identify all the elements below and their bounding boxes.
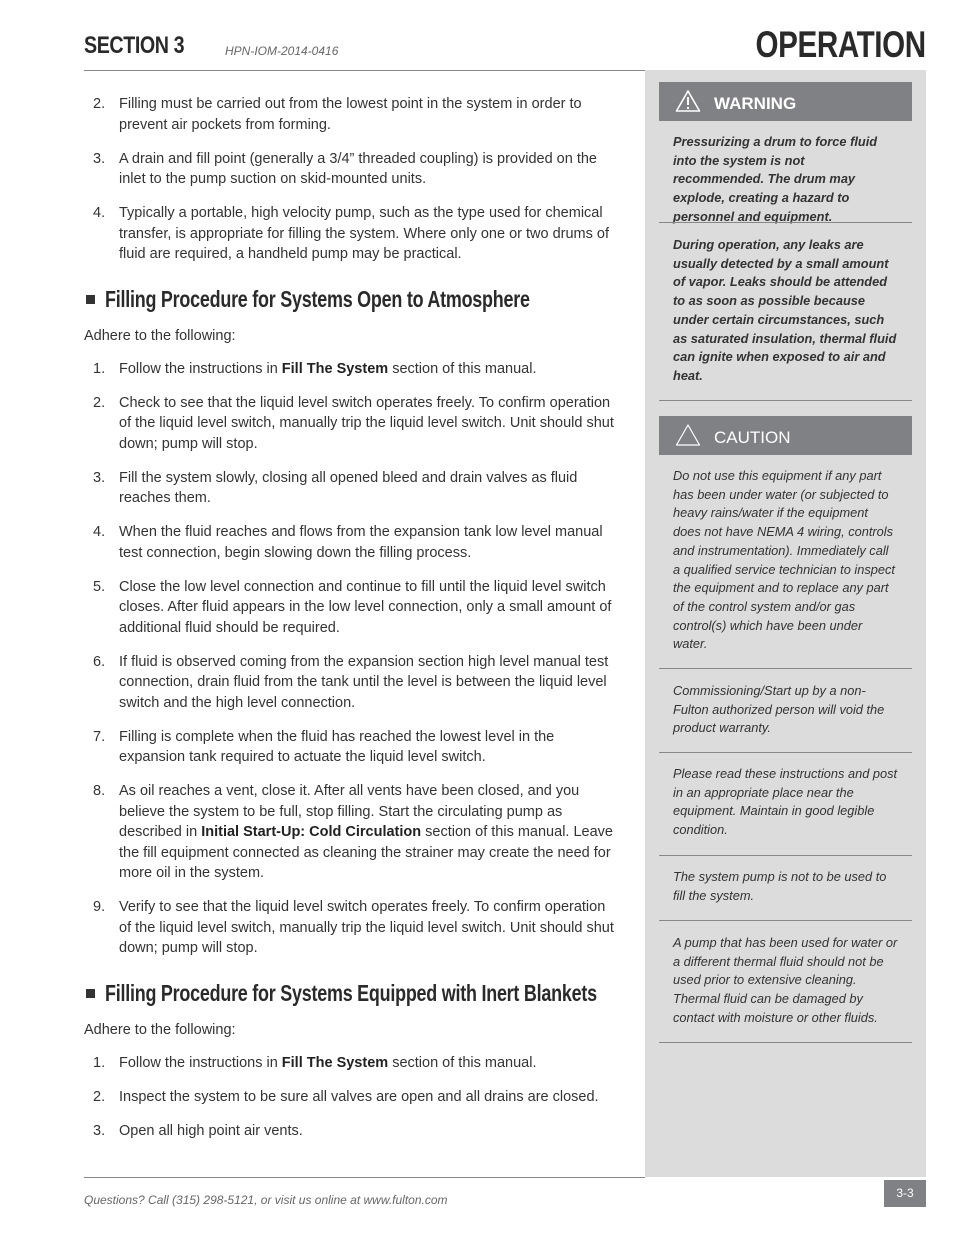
page-header bbox=[84, 24, 926, 71]
list-item bbox=[84, 393, 620, 455]
list-item bbox=[84, 1087, 620, 1108]
divider bbox=[659, 752, 912, 753]
item-text: Open all high point air vents. bbox=[119, 1122, 303, 1139]
list-item bbox=[84, 1121, 620, 1142]
adhere-text: Adhere to the following: bbox=[84, 327, 236, 344]
item-text-tail: section of this manual. Leave the fill equipment connected as cleaning the strainer may create the need for more oil in the system. bbox=[119, 824, 613, 881]
open-atmosphere-list bbox=[84, 359, 620, 959]
list-item bbox=[84, 149, 620, 190]
list-item bbox=[84, 897, 620, 959]
item-text-tail: section of this manual. bbox=[388, 1054, 537, 1071]
divider bbox=[659, 222, 912, 223]
item-number: 8. bbox=[93, 783, 106, 799]
warning-text: During operation, any leaks are usually detected by a small amount of vapor. Leaks should be attended to as soon as possible because under certain circumstances, such as saturated insulation, thermal fluid can ignite when exposed to air and heat. bbox=[673, 237, 897, 383]
item-text: Close the low level connection and continue to fill until the liquid level switch closes. After fluid appears in the low level connection, only a small amount of additional fluid should be required. bbox=[119, 578, 612, 636]
heading-open-atmosphere bbox=[84, 286, 620, 314]
item-number: 5. bbox=[93, 578, 106, 595]
adhere-text: Adhere to the following: bbox=[84, 1021, 236, 1038]
item-text: Follow the instructions in bbox=[119, 1054, 282, 1071]
list-item bbox=[84, 652, 620, 714]
heading-text: Filling Procedure for Systems Equipped with Inert Blankets bbox=[105, 979, 597, 1006]
footer-rule bbox=[84, 1177, 645, 1178]
caution-label: CAUTION bbox=[714, 428, 791, 447]
caution-text: The system pump is not to be used to fill the system. bbox=[673, 869, 887, 903]
item-bold-ref: Fill The System bbox=[281, 360, 389, 377]
item-bold-ref: Initial Start-Up: Cold Circulation bbox=[201, 824, 422, 840]
item-text: When the fluid reaches and flows from the expansion tank low level manual test connection, begin slowing down the filling process. bbox=[119, 524, 603, 561]
list-item bbox=[84, 203, 620, 265]
document-id: HPN-IOM-2014-0416 bbox=[225, 44, 339, 58]
intro-list bbox=[84, 94, 620, 265]
item-number: 3. bbox=[93, 1122, 106, 1139]
list-item bbox=[84, 522, 620, 563]
item-number: 4. bbox=[93, 524, 106, 540]
item-number: 2. bbox=[93, 96, 106, 112]
caution-text: Please read these instructions and post in an appropriate place near the equipment. Maintain in good legible condition. bbox=[673, 766, 898, 838]
item-number: 2. bbox=[93, 1088, 106, 1105]
warning-text: Pressurizing a drum to force fluid into the system is not recommended. The drum may explode, creating a hazard to personnel and equipment. bbox=[673, 134, 878, 224]
item-text: Check to see that the liquid level switch operates freely. To confirm operation of the liquid level switch, manually trip the liquid level switch. Unit should shut down; pump will stop. bbox=[119, 394, 614, 452]
item-number: 6. bbox=[93, 653, 106, 670]
item-text: Filling must be carried out from the lowest point in the system in order to prevent air pockets from forming. bbox=[119, 96, 582, 133]
item-text: If fluid is observed coming from the expansion section high level manual test connection, drain fluid from the tank until the level is between the liquid level switch and the high level connection. bbox=[119, 653, 609, 711]
divider bbox=[659, 920, 912, 921]
item-text-tail: section of this manual. bbox=[388, 360, 537, 377]
warning-triangle-icon bbox=[675, 89, 701, 113]
list-item bbox=[84, 727, 620, 768]
item-number: 3. bbox=[93, 469, 106, 486]
divider bbox=[659, 855, 912, 856]
divider bbox=[659, 668, 912, 669]
main-content bbox=[84, 94, 620, 1155]
caution-triangle-icon bbox=[675, 423, 701, 447]
list-item bbox=[84, 468, 620, 509]
inert-blankets-list bbox=[84, 1053, 620, 1142]
list-item bbox=[84, 577, 620, 639]
page-title: OPERATION bbox=[755, 24, 926, 65]
caution-text: Commissioning/Start up by a non-Fulton authorized person will void the product warranty. bbox=[673, 683, 885, 736]
bullet-square-icon bbox=[86, 989, 95, 998]
page-number: 3-3 bbox=[884, 1180, 926, 1207]
item-number: 9. bbox=[93, 899, 106, 915]
footer-contact: Questions? Call (315) 298-5121, or visit us online at www.fulton.com bbox=[84, 1193, 448, 1207]
divider bbox=[659, 1042, 912, 1043]
safety-sidebar bbox=[645, 70, 926, 1177]
item-number: 7. bbox=[93, 728, 106, 745]
warning-header bbox=[659, 82, 912, 121]
list-item bbox=[84, 1053, 620, 1074]
item-number: 1. bbox=[93, 360, 106, 377]
divider bbox=[659, 400, 912, 401]
item-text: Follow the instructions in bbox=[119, 360, 282, 377]
item-text: As oil reaches a vent, close it. After all vents have been closed, and you believe the system to be full, stop filling. Start the circulating pump as described in bbox=[119, 783, 580, 840]
caution-text: Do not use this equipment if any part has been under water (or subjected to heavy rains/water if the equipment does not have NEMA 4 wiring, controls and instrumentation). Immediately call a qualified service technician to inspect the equipment and to replace any part of the control system and/or gas control(s) which have been under water. bbox=[673, 468, 895, 652]
item-text: Fill the system slowly, closing all opened bleed and drain valves as fluid reaches them. bbox=[119, 469, 578, 506]
bullet-square-icon bbox=[86, 295, 95, 304]
item-text: Filling is complete when the fluid has reached the lowest level in the expansion tank required to actuate the liquid level switch. bbox=[119, 728, 555, 765]
list-item bbox=[84, 94, 620, 135]
item-text: Inspect the system to be sure all valves are open and all drains are closed. bbox=[119, 1088, 599, 1105]
item-text: A drain and fill point (generally a 3/4” threaded coupling) is provided on the inlet to the pump suction on skid-mounted units. bbox=[119, 150, 597, 187]
list-item bbox=[84, 781, 620, 884]
item-number: 1. bbox=[93, 1054, 106, 1071]
item-number: 3. bbox=[93, 150, 106, 167]
list-item bbox=[84, 359, 620, 380]
caution-text: A pump that has been used for water or a different thermal fluid should not be used prior to extensive cleaning. Thermal fluid can be damaged by contact with moisture or other fluids. bbox=[673, 935, 898, 1025]
heading-text: Filling Procedure for Systems Open to Atmosphere bbox=[105, 285, 530, 312]
caution-header bbox=[659, 416, 912, 455]
warning-label: WARNING bbox=[714, 94, 797, 113]
item-bold-ref: Fill The System bbox=[281, 1054, 389, 1071]
heading-inert-blankets bbox=[84, 980, 620, 1008]
item-text: Typically a portable, high velocity pump, such as the type used for chemical transfer, is appropriate for filling the system. Where only one or two drums of fluid are required, a handheld pump may be practical. bbox=[119, 205, 609, 262]
section-number: SECTION 3 bbox=[84, 32, 185, 59]
item-text: Verify to see that the liquid level switch operates freely. To confirm operation of the liquid level switch, manually trip the liquid level switch. Unit should shut down; pump will stop. bbox=[119, 899, 614, 956]
item-number: 4. bbox=[93, 205, 106, 221]
item-number: 2. bbox=[93, 394, 106, 411]
